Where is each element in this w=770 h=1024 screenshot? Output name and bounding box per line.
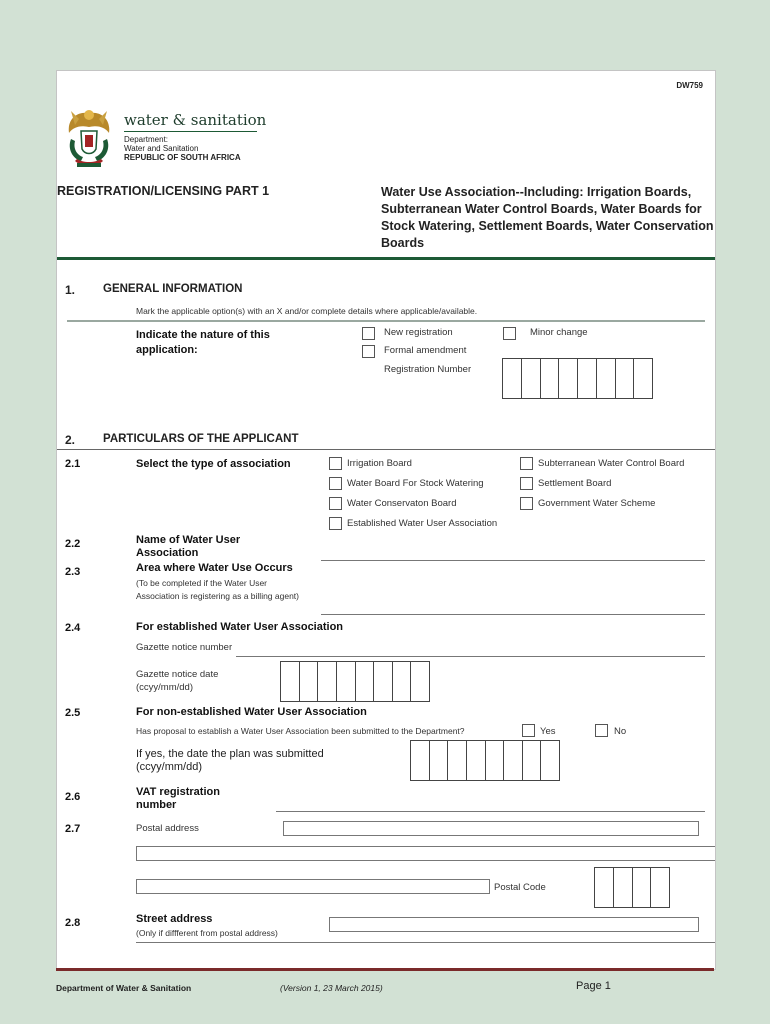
section1-instruction: Mark the applicable option(s) with an X and/or complete details where applicable/available. (136, 306, 478, 316)
country-name: REPUBLIC OF SOUTH AFRICA (124, 153, 241, 162)
gazette-date-boxes[interactable] (280, 661, 430, 702)
stock-watering-label: Water Board For Stock Watering (347, 478, 484, 489)
q21-label: Select the type of association (136, 458, 291, 470)
section2-number: 2. (65, 433, 76, 447)
q26-label: VAT registration number (136, 786, 220, 811)
q27-label: Postal address (136, 823, 199, 834)
plan-date-boxes[interactable] (410, 740, 560, 781)
section1-title: GENERAL INFORMATION (103, 283, 243, 295)
nature-label: Indicate the nature of this application: (136, 329, 270, 356)
brand-underline (124, 131, 257, 132)
gazette-number-input[interactable] (236, 656, 705, 657)
header-right-title: Water Use Association--Including: Irrigation Boards, Subterranean Water Control Boards, Water Boards for Stock Watering, Settlement Boards, Water Conservation Boards (381, 185, 714, 250)
brand-name: water & sanitation (124, 111, 267, 129)
water-conservation-checkbox[interactable] (329, 497, 342, 510)
q23-number: 2.3 (65, 566, 81, 578)
postal-address-line3[interactable] (136, 879, 490, 894)
q22-number: 2.2 (65, 538, 81, 550)
form-page (56, 70, 716, 970)
postal-code-label: Postal Code (494, 882, 546, 893)
q25-number: 2.5 (65, 707, 81, 719)
water-conservation-label: Water Conservaton Board (347, 498, 457, 509)
dept-line1: Department: (124, 135, 169, 144)
gazette-date-format: (ccyy/mm/dd) (136, 682, 193, 693)
subterranean-board-checkbox[interactable] (520, 457, 533, 470)
minor-change-label: Minor change (530, 327, 588, 338)
irrigation-board-label: Irrigation Board (347, 458, 412, 469)
footer-page: Page 1 (576, 980, 611, 992)
q22-label: Name of Water User Association (136, 534, 241, 559)
government-scheme-label: Government Water Scheme (538, 498, 656, 509)
new-registration-checkbox[interactable] (362, 327, 375, 340)
plan-date-format: (ccyy/mm/dd) (136, 761, 202, 773)
header-divider (57, 257, 715, 260)
subterranean-board-label: Subterranean Water Control Board (538, 458, 685, 469)
settlement-board-label: Settlement Board (538, 478, 612, 489)
section2-title: PARTICULARS OF THE APPLICANT (103, 433, 299, 445)
wua-name-input[interactable] (321, 560, 705, 561)
q26-number: 2.6 (65, 791, 81, 803)
page-footer (56, 968, 714, 1024)
section1-divider (67, 320, 705, 322)
q28-label: Street address (136, 913, 213, 925)
footer-dept: Department of Water & Sanitation (56, 983, 192, 993)
stock-watering-checkbox[interactable] (329, 477, 342, 490)
q28-note: (Only if diffferent from postal address) (136, 928, 278, 938)
q24-number: 2.4 (65, 622, 81, 634)
header-left-title: REGISTRATION/LICENSING PART 1 (57, 184, 270, 198)
established-wua-checkbox[interactable] (329, 517, 342, 530)
footer-divider (56, 968, 714, 971)
proposal-yes-label: Yes (540, 726, 556, 737)
q25-question: Has proposal to establish a Water User Association been submitted to the Department? (136, 726, 465, 736)
form-code: DW759 (676, 81, 703, 90)
section1-number: 1. (65, 283, 76, 297)
q27-number: 2.7 (65, 823, 81, 835)
proposal-no-checkbox[interactable] (595, 724, 608, 737)
settlement-board-checkbox[interactable] (520, 477, 533, 490)
q24-label: For established Water User Association (136, 621, 344, 633)
formal-amendment-checkbox[interactable] (362, 345, 375, 358)
q21-number: 2.1 (65, 458, 81, 470)
postal-address-line1[interactable] (283, 821, 699, 836)
q28-number: 2.8 (65, 917, 81, 929)
proposal-yes-checkbox[interactable] (522, 724, 535, 737)
water-use-area-input[interactable] (321, 614, 705, 615)
minor-change-checkbox[interactable] (503, 327, 516, 340)
dept-line2: Water and Sanitation (124, 144, 199, 153)
q25-label: For non-established Water User Association (136, 706, 367, 718)
footer-version: (Version 1, 23 March 2015) (280, 983, 383, 993)
proposal-no-label: No (614, 726, 627, 737)
street-address-line2[interactable] (136, 942, 715, 943)
postal-code-boxes[interactable] (594, 867, 670, 908)
section2-divider (57, 449, 715, 450)
postal-address-line2[interactable] (136, 846, 716, 861)
new-registration-label: New registration (384, 327, 453, 338)
gazette-number-label: Gazette notice number (136, 642, 233, 653)
government-scheme-checkbox[interactable] (520, 497, 533, 510)
formal-amendment-label: Formal amendment (384, 345, 467, 356)
vat-number-input[interactable] (276, 811, 705, 812)
registration-number-label: Registration Number (384, 364, 472, 375)
q23-note: (To be completed if the Water User Association is registering as a billing agent) (136, 578, 300, 601)
q23-label: Area where Water Use Occurs (136, 562, 293, 574)
plan-date-label: If yes, the date the plan was submitted (136, 748, 324, 760)
gazette-date-label: Gazette notice date (136, 669, 219, 680)
coat-of-arms-icon (63, 105, 115, 169)
registration-number-boxes[interactable] (502, 358, 653, 399)
irrigation-board-checkbox[interactable] (329, 457, 342, 470)
established-wua-label: Established Water User Association (347, 518, 498, 529)
street-address-line1[interactable] (329, 917, 699, 932)
